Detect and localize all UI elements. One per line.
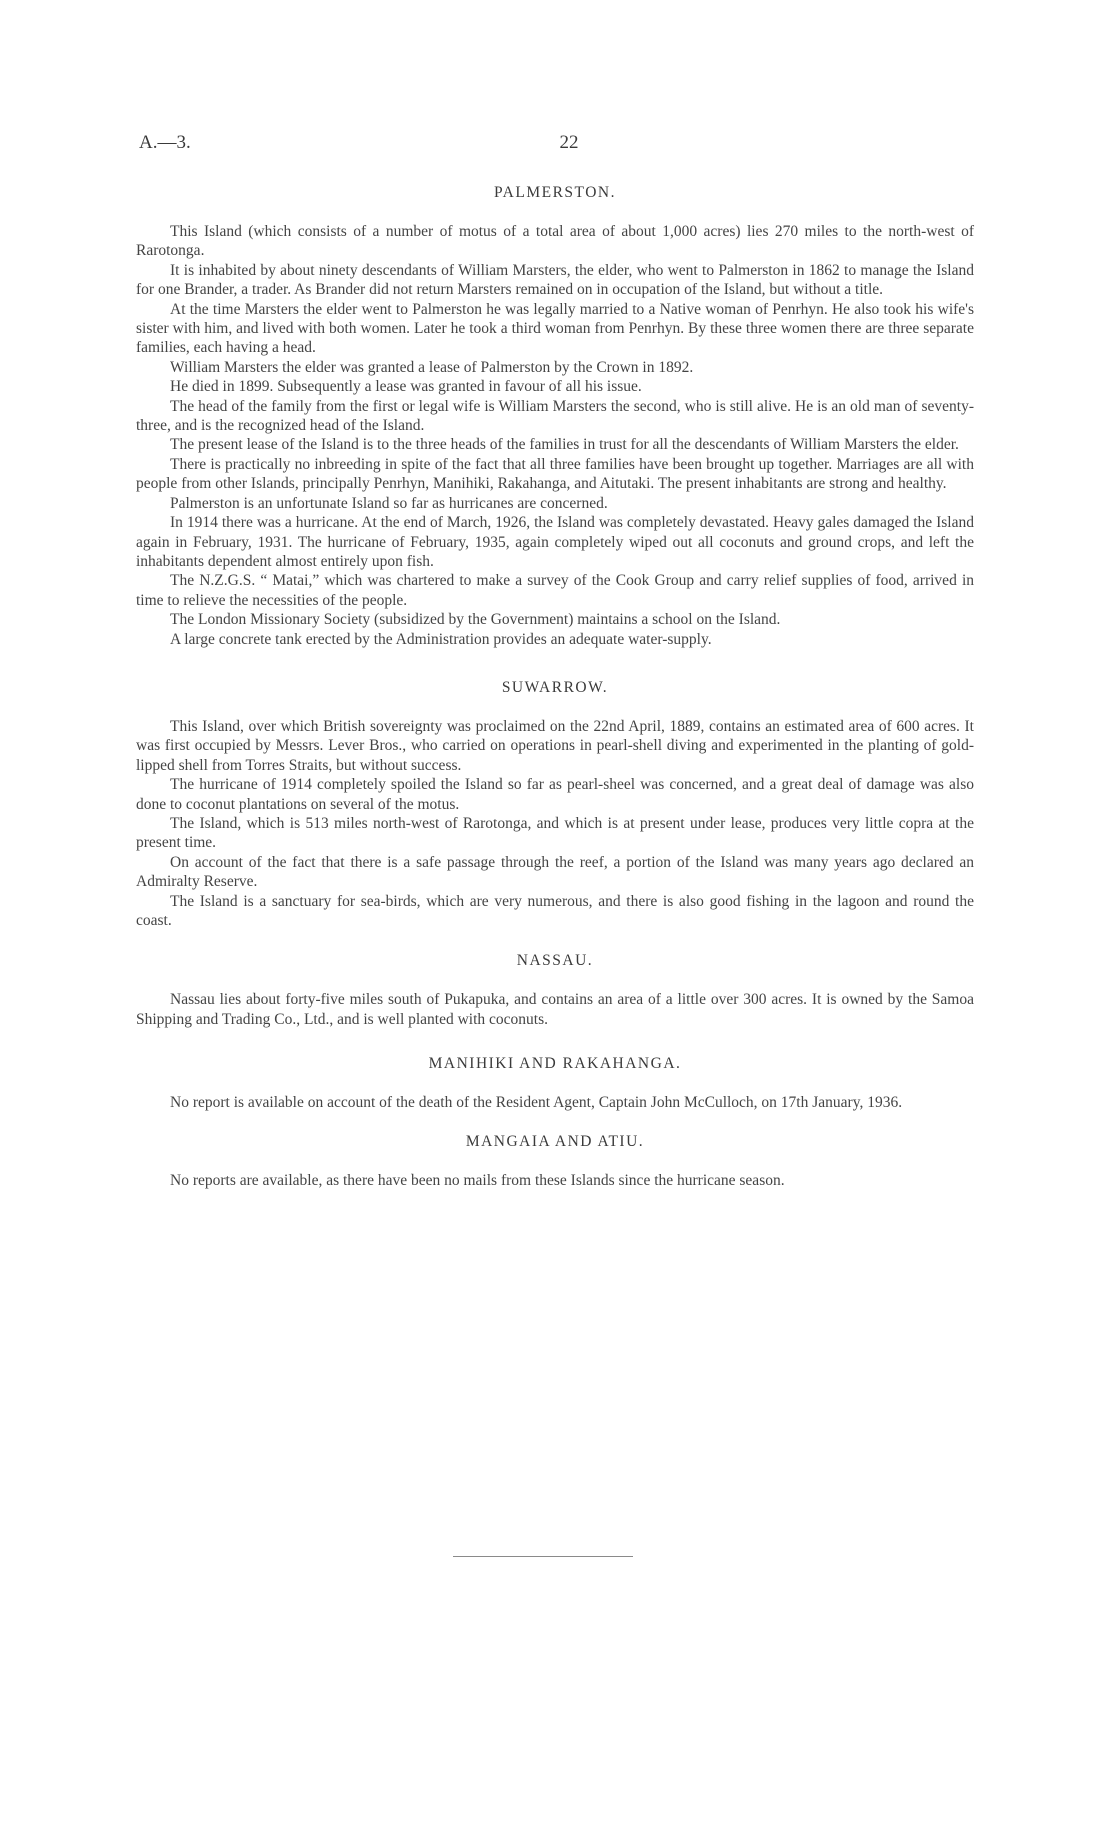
paragraph: The N.Z.G.S. “ Matai,” which was chartered to make a survey of the Cook Group and carry relief supplies of food, arrived in time to relieve the necessities of the people. (136, 572, 974, 609)
paragraph: The hurricane of 1914 completely spoiled the Island so far as pearl-sheel was concerned, and a great deal of damage was also done to coconut plantations on several of the motus. (136, 776, 974, 813)
paragraph: This Island, over which British sovereignty was proclaimed on the 22nd April, 1889, contains an estimated area of 600 acres. It was first occupied by Messrs. Lever Bros., who carried on operations in pearl-shell diving and experimented in the planting of gold-lipped shell from Torres Straits, but without success. (136, 717, 974, 774)
paragraph: It is inhabited by about ninety descendants of William Marsters, the elder, who went to Palmerston in 1862 to manage the Island for one Brander, a trader. As Brander did not return Marsters remained on in occupation of the Island, but without a title. (136, 261, 974, 299)
page-number: 22 (559, 132, 579, 153)
paragraph: On account of the fact that there is a safe passage through the reef, a portion of the Island was many years ago declared an Admiralty Reserve. (136, 853, 974, 891)
section-palmerston (136, 184, 974, 649)
section-nassau (136, 952, 974, 1029)
paragraph: The Island, which is 513 miles north-west of Rarotonga, and which is at present under lease, produces very little copra at the present time. (136, 814, 974, 852)
section-mangaia-and-atiu (136, 1133, 974, 1190)
end-divider-rule (453, 1556, 633, 1557)
paragraph: No reports are available, as there have been no mails from these Islands since the hurricane season. (170, 1171, 785, 1189)
section-manihiki-and-rakahanga (136, 1055, 974, 1112)
section-heading: NASSAU. (516, 952, 594, 970)
section-suwarrow (136, 679, 974, 930)
paragraph: The head of the family from the first or legal wife is William Marsters the second, who is still alive. He is an old man of seventy-three, and is the recognized head of the Island. (136, 397, 974, 435)
paragraph: William Marsters the elder was granted a lease of Palmerston by the Crown in 1892. (170, 358, 694, 376)
paragraph: There is practically no inbreeding in spite of the fact that all three families have been brought up together. Marriages are all with people from other Islands, principally Penrhyn, Manihiki, Rakahanga, and Aitutaki. The present inhabitants are strong and healthy. (136, 455, 974, 493)
paragraph: The London Missionary Society (subsidized by the Government) maintains a school on the Island. (170, 611, 781, 629)
section-heading: PALMERSTON. (493, 184, 617, 201)
paragraph: The present lease of the Island is to the three heads of the families in trust for all the descendants of William Marsters the elder. (170, 436, 959, 454)
paragraph: The Island is a sanctuary for sea-birds, which are very numerous, and there is also good fishing in the lagoon and round the coast. (136, 892, 974, 929)
paragraph: Palmerston is an unfortunate Island so far as hurricanes are concerned. (170, 494, 608, 512)
paragraph: At the time Marsters the elder went to Palmerston he was legally married to a Native woman of Penrhyn. He also took his wife's sister with him, and lived with both women. Later he took a third woman from Penrhyn. By these three women there are three separate families, each having a head. (136, 300, 974, 357)
paragraph: Nassau lies about forty-five miles south of Pukapuka, and contains an area of a little over 300 acres. It is owned by the Samoa Shipping and Trading Co., Ltd., and is well planted with coconuts. (136, 991, 974, 1028)
paragraph: In 1914 there was a hurricane. At the end of March, 1926, the Island was completely devastated. Heavy gales damaged the Island again in February, 1931. The hurricane of February, 1935, again completely wiped out all coconuts and ground crops, and left the inhabitants dependent almost entirely upon fish. (136, 514, 974, 570)
paragraph: He died in 1899. Subsequently a lease was granted in favour of all his issue. (170, 378, 642, 396)
paragraph: No report is available on account of the death of the Resident Agent, Captain John McCulloch, on 17th January, 1936. (170, 1094, 903, 1112)
section-heading: MANIHIKI AND RAKAHANGA. (428, 1055, 682, 1073)
document-body (136, 184, 974, 1190)
section-heading: SUWARROW. (501, 678, 609, 696)
section-heading: MANGAIA AND ATIU. (465, 1132, 645, 1150)
paragraph: This Island (which consists of a number of motus of a total area of about 1,000 acres) lies 270 miles to the north-west of Rarotonga. (136, 223, 974, 260)
document-reference: A.—3. (139, 132, 191, 153)
running-head (139, 132, 975, 156)
paragraph: A large concrete tank erected by the Administration provides an adequate water-supply. (170, 630, 712, 648)
